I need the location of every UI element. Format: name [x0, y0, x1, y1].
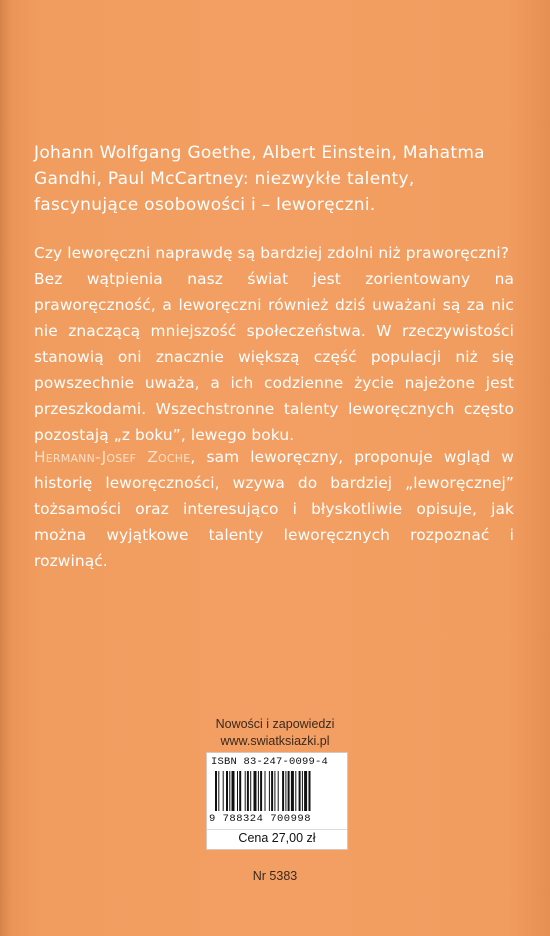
blurb-section	[34, 240, 514, 448]
price-label: Cena 27,00 zł	[207, 829, 347, 845]
barcode-image	[215, 771, 341, 811]
publisher-url: www.swiatksiazki.pl	[220, 734, 330, 748]
publisher-news-label: Nowości i zapowiedzi	[215, 717, 335, 731]
barcode-digits: 9 788324 700998	[209, 813, 312, 825]
author-name: Hermann-Josef Zoche	[34, 448, 191, 466]
blurb-question: Czy leworęczni naprawdę są bardziej zdolni niż praworęczni?	[34, 244, 510, 262]
author-paragraph	[34, 444, 514, 574]
spine-shadow	[0, 0, 12, 936]
barcode-sticker	[206, 752, 348, 850]
intro-paragraph: Johann Wolfgang Goethe, Albert Einstein, Mahatma Gandhi, Paul McCartney: niezwykłe talenty, fascynujące osobowości i – leworęczni.	[34, 143, 485, 215]
isbn-label: ISBN 83-247-0099-4	[211, 756, 329, 768]
blurb-paragraph: Bez wątpienia nasz świat jest zorientowany na praworęczność, a leworęczni również dziś uważani są za nic nie znaczącą mniejszość społeczeństwa. W rzeczywistości stanowią oni znacznie większą część populacji niż się powszechnie uważa, a ich codzienne życie najeżone jest przeszkodami. Wszechstronne talenty leworęcznych często pozostają „z boku”, lewego boku.	[34, 270, 514, 444]
author-description: , sam leworęczny, proponuje wgląd w historię leworęczności, wzywa do bardziej „leworęcznej” tożsamości oraz interesująco i błyskotliwie opisuje, jak można wyjątkowe talenty leworęcznych rozpoznać i rozwinąć.	[34, 448, 514, 570]
catalog-number: Nr 5383	[252, 869, 298, 883]
